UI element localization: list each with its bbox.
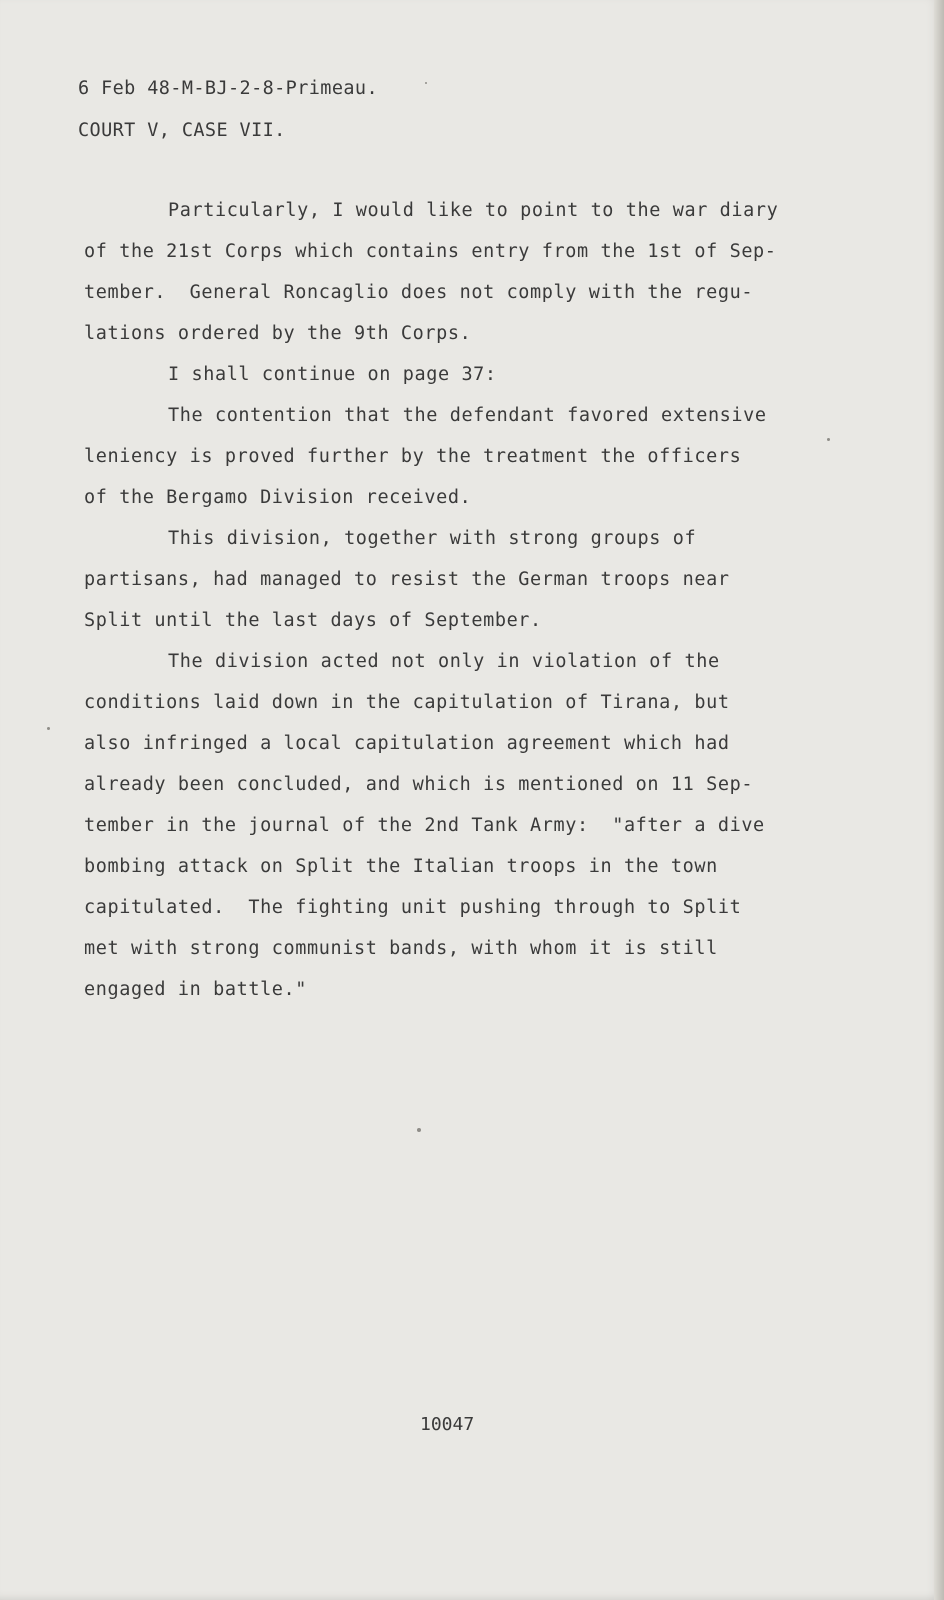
text-line: also infringed a local capitulation agreement which had (84, 733, 730, 754)
text-line: conditions laid down in the capitulation of Tirana, but (84, 692, 730, 713)
text-line: Split until the last days of September. (84, 610, 542, 631)
document-reference: 6 Feb 48-M-BJ-2-8-Primeau. (78, 78, 378, 99)
text-line: tember. General Roncaglio does not comply with the regu- (84, 282, 754, 303)
text-line: The division acted not only in violation of the (168, 651, 720, 672)
paper-speck (425, 82, 427, 84)
text-line: capitulated. The fighting unit pushing through to Split (84, 897, 742, 918)
text-line: tember in the journal of the 2nd Tank Army: "after a dive (84, 815, 765, 836)
text-line: of the Bergamo Division received. (84, 487, 472, 508)
text-line: already been concluded, and which is mentioned on 11 Sep- (84, 774, 754, 795)
paper-speck (47, 727, 50, 730)
text-line: bombing attack on Split the Italian troops in the town (84, 856, 718, 877)
text-line: leniency is proved further by the treatment the officers (84, 446, 742, 467)
document-body (84, 190, 824, 1010)
paper-speck (417, 1128, 421, 1132)
text-line: of the 21st Corps which contains entry from the 1st of Sep- (84, 241, 777, 262)
text-line: partisans, had managed to resist the German troops near (84, 569, 730, 590)
text-line: engaged in battle." (84, 979, 308, 1000)
page-number: 10047 (420, 1414, 475, 1435)
text-line: met with strong communist bands, with whom it is still (84, 938, 718, 959)
text-line: The contention that the defendant favored extensive (168, 405, 767, 426)
text-line: I shall continue on page 37: (168, 364, 497, 385)
court-case-heading: COURT V, CASE VII. (78, 120, 286, 141)
text-line: This division, together with strong groups of (168, 528, 697, 549)
paper-speck (827, 438, 830, 441)
text-line: lations ordered by the 9th Corps. (84, 323, 472, 344)
page-edge-shadow (934, 0, 944, 1600)
text-line: Particularly, I would like to point to the war diary (168, 200, 779, 221)
